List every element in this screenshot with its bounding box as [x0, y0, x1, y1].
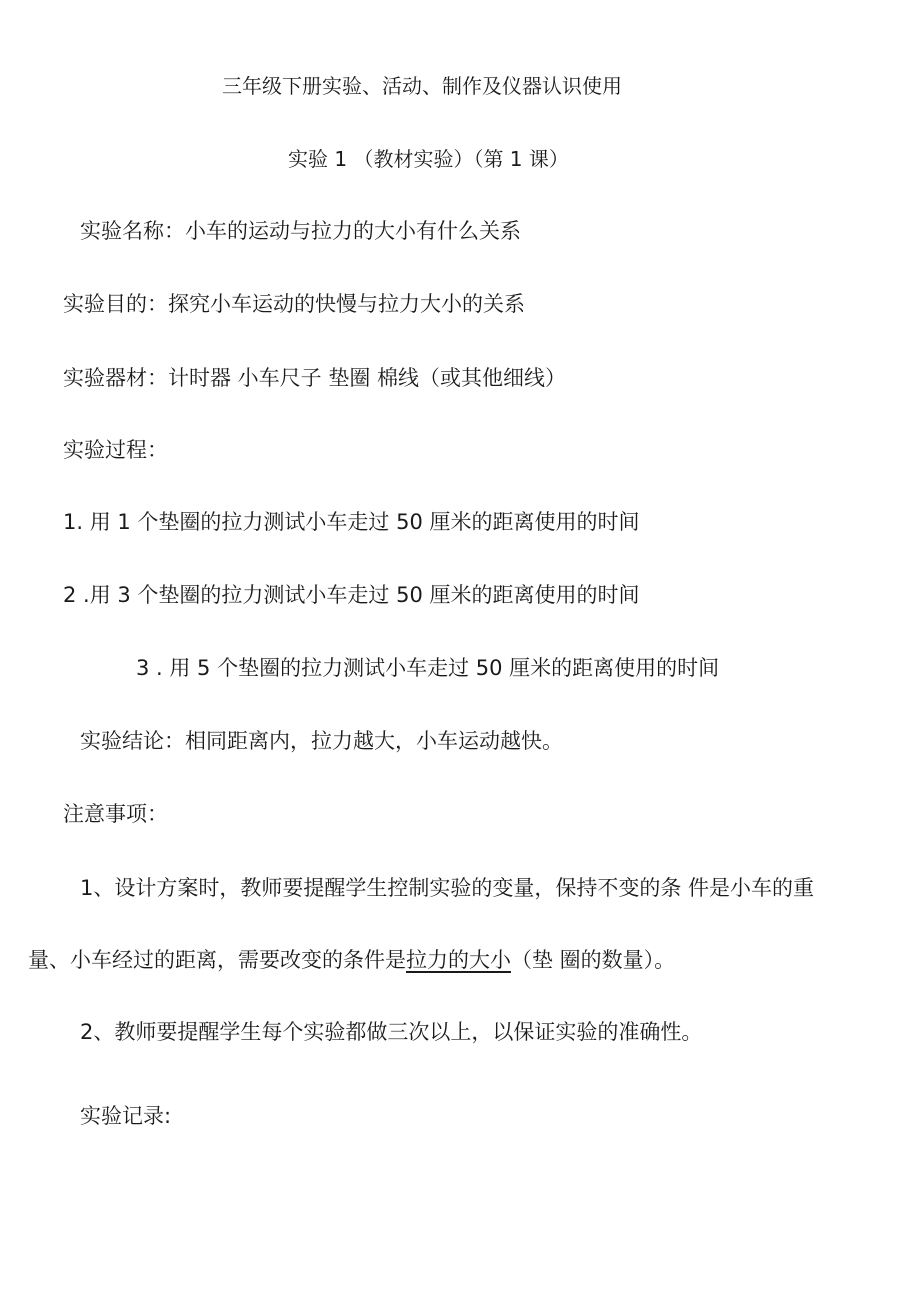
process-label: 实验过程：	[63, 438, 168, 462]
note-1-underlined-text: 拉力的大小	[406, 948, 511, 972]
note-2: 2、教师要提醒学生每个实验都做三次以上，以保证实验的准确性。	[80, 1020, 703, 1044]
note-1-line-1: 1、设计方案时，教师要提醒学生控制实验的变量，保持不变的条 件是小车的重	[80, 876, 815, 900]
note-1-text-end: （垫 圈的数量）。	[511, 948, 676, 972]
experiment-name: 实验名称：小车的运动与拉力的大小有什么关系	[80, 219, 521, 243]
record-label: 实验记录:	[80, 1104, 172, 1128]
experiment-conclusion: 实验结论：相同距离内，拉力越大，小车运动越快。	[80, 729, 563, 753]
process-step: 3 . 用 5 个垫圈的拉力测试小车走过 50 厘米的距离使用的时间	[136, 656, 720, 680]
process-step: 1. 用 1 个垫圈的拉力测试小车走过 50 厘米的距离使用的时间	[63, 510, 640, 534]
notes-label: 注意事项：	[63, 802, 168, 826]
note-1-line-2	[28, 946, 675, 974]
process-step: 2 .用 3 个垫圈的拉力测试小车走过 50 厘米的距离使用的时间	[63, 583, 640, 607]
experiment-purpose: 实验目的：探究小车运动的快慢与拉力大小的关系	[63, 292, 525, 316]
document-title: 三年级下册实验、活动、制作及仪器认识使用	[222, 74, 622, 98]
lesson-subtitle: 实验 1 （教材实验）（第 1 课）	[288, 147, 569, 171]
experiment-materials: 实验器材：计时器 小车尺子 垫圈 棉线（或其他细线）	[63, 366, 567, 390]
note-1-text: 量、小车经过的距离，需要改变的条件是	[28, 948, 406, 972]
